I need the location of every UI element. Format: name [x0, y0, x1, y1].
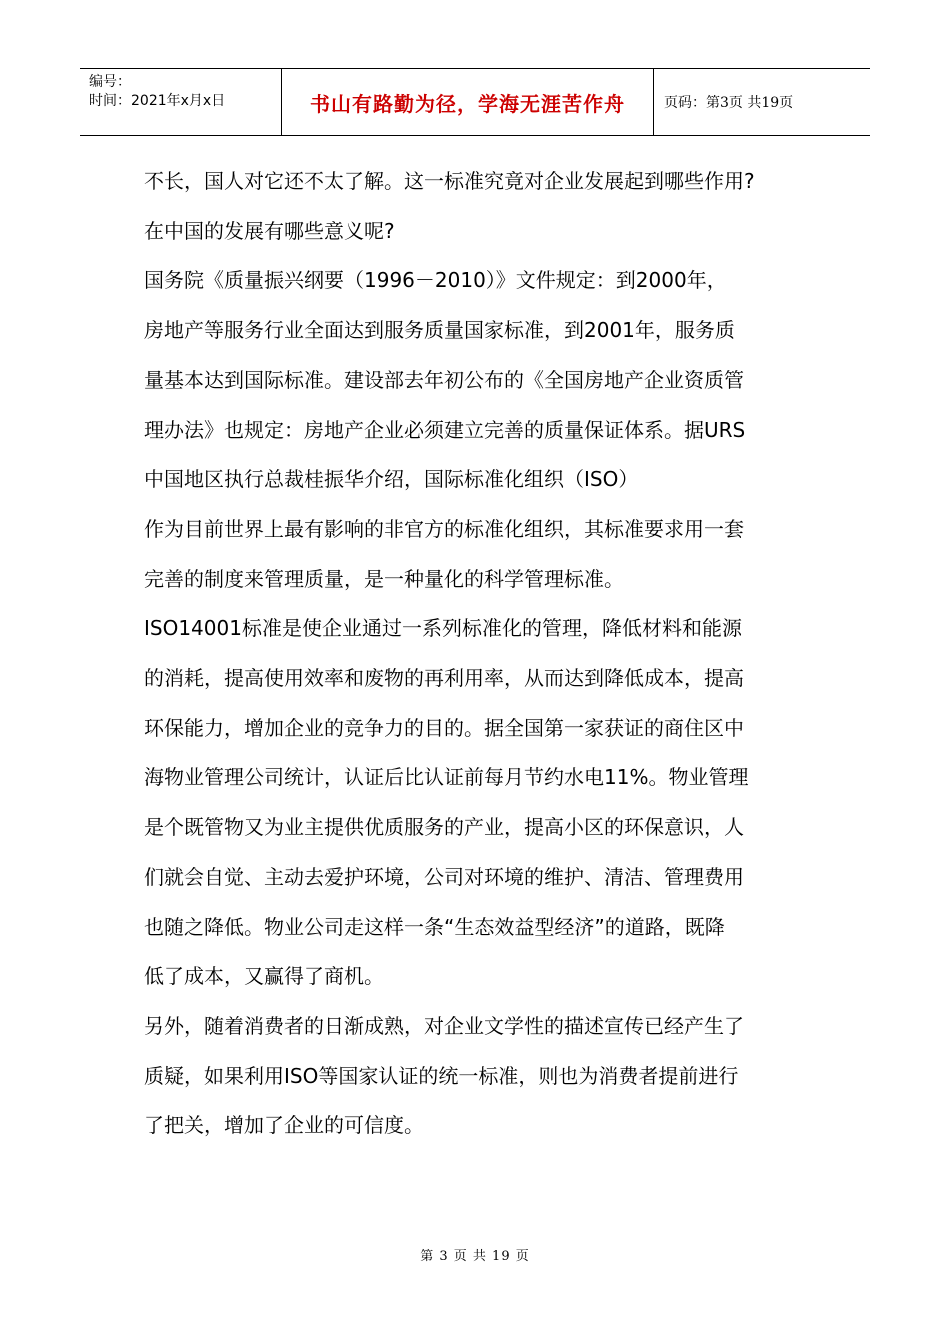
body-line: 完善的制度来管理质量，是一种量化的科学管理标准。	[144, 566, 624, 591]
body-line: 国务院《质量振兴纲要（1996－2010）》文件规定：到2000年，	[144, 268, 727, 293]
document-body	[144, 157, 814, 1151]
body-line: 作为目前世界上最有影响的非官方的标准化组织，其标准要求用一套	[144, 516, 744, 541]
body-line: 房地产等服务行业全面达到服务质量国家标准，到2001年，服务质	[144, 318, 735, 343]
body-line: 们就会自觉、主动去爱护环境，公司对环境的维护、清洁、管理费用	[144, 864, 744, 889]
header-page-info: 页码：第3页 共19页	[664, 95, 794, 111]
body-line: 中国地区执行总裁桂振华介绍，国际标准化组织（ISO）	[144, 467, 639, 492]
body-line: 的消耗，提高使用效率和废物的再利用率，从而达到降低成本，提高	[144, 666, 744, 691]
body-line: 在中国的发展有哪些意义呢?	[144, 218, 395, 243]
body-line: 不长，国人对它还不太了解。这一标准究竟对企业发展起到哪些作用?	[144, 169, 755, 193]
header-meta-cell	[80, 69, 282, 135]
page-footer: 第 3 页 共 19 页	[420, 1249, 530, 1264]
body-line: 低了成本，又赢得了商机。	[144, 964, 384, 989]
body-line: 理办法》也规定：房地产企业必须建立完善的质量保证体系。据URS	[144, 417, 746, 442]
header-motto: 书山有路勤为径，学海无涯苦作舟	[282, 69, 654, 135]
body-line: ISO14001标准是使企业通过一系列标准化的管理，降低材料和能源	[144, 616, 742, 641]
body-line: 是个既管物又为业主提供优质服务的产业，提高小区的环保意识，人	[144, 815, 744, 840]
body-line: 另外，随着消费者的日渐成熟，对企业文学性的描述宣传已经产生了	[144, 1013, 744, 1038]
body-line: 也随之降低。物业公司走这样一条“生态效益型经济”的道路，既降	[144, 914, 725, 939]
body-line: 质疑，如果利用ISO等国家认证的统一标准，则也为消费者提前进行	[144, 1063, 739, 1088]
body-line: 量基本达到国际标准。建设部去年初公布的《全国房地产企业资质管	[144, 367, 744, 392]
body-line: 了把关，增加了企业的可信度。	[144, 1113, 424, 1138]
document-date-label: 时间：2021年x月x日	[89, 93, 226, 109]
page-header	[80, 68, 870, 136]
body-line: 海物业管理公司统计，认证后比认证前每月节约水电11%。物业管理	[144, 765, 749, 790]
document-number-label: 编号：	[89, 74, 131, 90]
body-line: 环保能力，增加企业的竞争力的目的。据全国第一家获证的商住区中	[144, 715, 744, 740]
